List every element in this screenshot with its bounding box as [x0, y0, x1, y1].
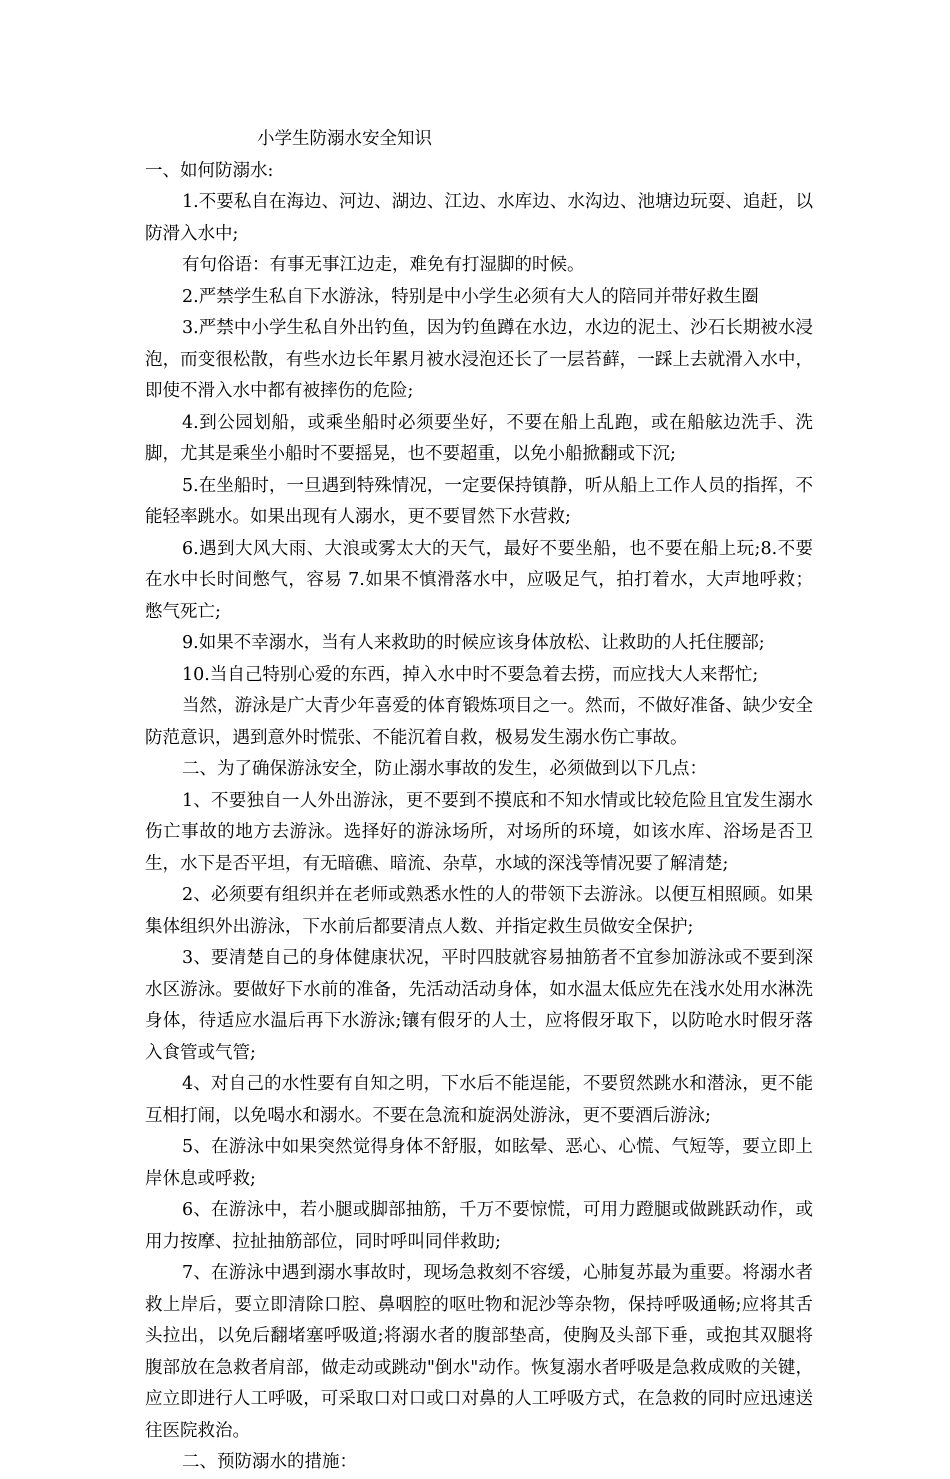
paragraph-point-6: 6、在游泳中，若小腿或脚部抽筋，千万不要惊慌，可用力蹬腿或做跳跃动作，或用力按摩、拉扯抽筋部位，同时呼叫同伴救助; — [145, 1200, 813, 1252]
paragraph-item-5: 5.在坐船时，一旦遇到特殊情况，一定要保持镇静，听从船上工作人员的指挥，不能轻率跳水。如果出现有人溺水，更不要冒然下水营救; — [145, 475, 813, 527]
paragraph-proverb: 有句俗语：有事无事江边走，难免有打湿脚的时候。 — [182, 255, 585, 275]
paragraph-item-1: 1.不要私自在海边、河边、湖边、江边、水库边、水沟边、池塘边玩耍、追赶，以防滑入水中; — [145, 192, 813, 244]
paragraph-item-10: 10.当自己特别心爱的东西，掉入水中时不要急着去捞，而应找大人来帮忙; — [182, 664, 759, 685]
paragraph-item-4: 4.到公园划船，或乘坐船时必须要坐好，不要在船上乱跑，或在船舷边洗手、洗脚，尤其是乘坐小船时不要摇晃，也不要超重，以免小船掀翻或下沉; — [145, 412, 813, 464]
paragraph-point-2: 2、必须要有组织并在老师或熟悉水性的人的带领下去游泳。以便互相照顾。如果集体组织外出游泳，下水前后都要清点人数、并指定救生员做安全保护; — [145, 885, 813, 937]
paragraph-point-3: 3、要清楚自己的身体健康状况，平时四肢就容易抽筋者不宜参加游泳或不要到深水区游泳。要做好下水前的准备，先活动活动身体，如水温太低应先在浅水处用水淋洗身体，待适应水温后再下水游泳;镶有假牙的人士，应将假牙取下，以防呛水时假牙落入食管或气管; — [145, 948, 813, 1063]
paragraph-point-1: 1、不要独自一人外出游泳，更不要到不摸底和不知水情或比较危险且宜发生溺水伤亡事故的地方去游泳。选择好的游泳场所，对场所的环境，如该水库、浴场是否卫生，水下是否平坦，有无暗礁、暗流、杂草，水域的深浅等情况要了解清楚; — [145, 790, 813, 874]
paragraph-summary: 当然，游泳是广大青少年喜爱的体育锻炼项目之一。然而，不做好准备、缺少安全防范意识，遇到意外时慌张、不能沉着自救，极易发生溺水伤亡事故。 — [145, 696, 813, 748]
paragraph-item-6-8: 6.遇到大风大雨、大浪或雾太大的天气，最好不要坐船，也不要在船上玩;8.不要在水中长时间憋气，容易 7.如果不慎滑落水中，应吸足气，拍打着水，大声地呼救；憋气死亡; — [145, 538, 813, 622]
paragraph-item-3: 3.严禁中小学生私自外出钓鱼，因为钓鱼蹲在水边，水边的泥土、沙石长期被水浸泡，而变很松散，有些水边长年累月被水浸泡还长了一层苔藓，一踩上去就滑入水中，即使不滑入水中都有被摔伤的危险; — [145, 318, 813, 401]
section-heading-swimming-safety: 二、为了确保游泳安全，防止溺水事故的发生，必须做到以下几点： — [182, 759, 707, 779]
paragraph-point-7: 7、在游泳中遇到溺水事故时，现场急救刻不容缓，心肺复苏最为重要。将溺水者救上岸后，要立即清除口腔、鼻咽腔的呕吐物和泥沙等杂物，保持呼吸通畅;应将其舌头拉出，以免后翻堵塞呼吸道;将溺水者的腹部垫高，使胸及头部下垂，或抱其双腿将腹部放在急救者肩部，做走动或跳动"倒水"动作。恢复溺水者呼吸是急救成败的关键，应立即进行人工呼吸，可采取口对口或口对鼻的人工呼吸方式，在急救的同时应迅速送往医院救治。 — [145, 1263, 813, 1441]
paragraph-point-4: 4、对自己的水性要有自知之明，下水后不能逞能，不要贸然跳水和潜泳，更不能互相打闹，以免喝水和溺水。不要在急流和旋涡处游泳，更不要酒后游泳; — [145, 1074, 813, 1126]
section-heading-how-to-prevent: 一、如何防溺水: — [145, 160, 274, 181]
document-title: 小学生防溺水安全知识 — [257, 129, 432, 149]
section-heading-prevention-measures: 二、预防溺水的措施： — [182, 1452, 357, 1472]
document-body — [145, 124, 813, 1479]
paragraph-point-5: 5、在游泳中如果突然觉得身体不舒服，如眩晕、恶心、心慌、气短等，要立即上岸休息或呼救; — [145, 1137, 813, 1189]
paragraph-item-2: 2.严禁学生私自下水游泳，特别是中小学生必须有大人的陪同并带好救生圈 — [182, 286, 759, 307]
paragraph-item-9: 9.如果不幸溺水，当有人来救助的时候应该身体放松、让救助的人托住腰部; — [182, 633, 765, 653]
